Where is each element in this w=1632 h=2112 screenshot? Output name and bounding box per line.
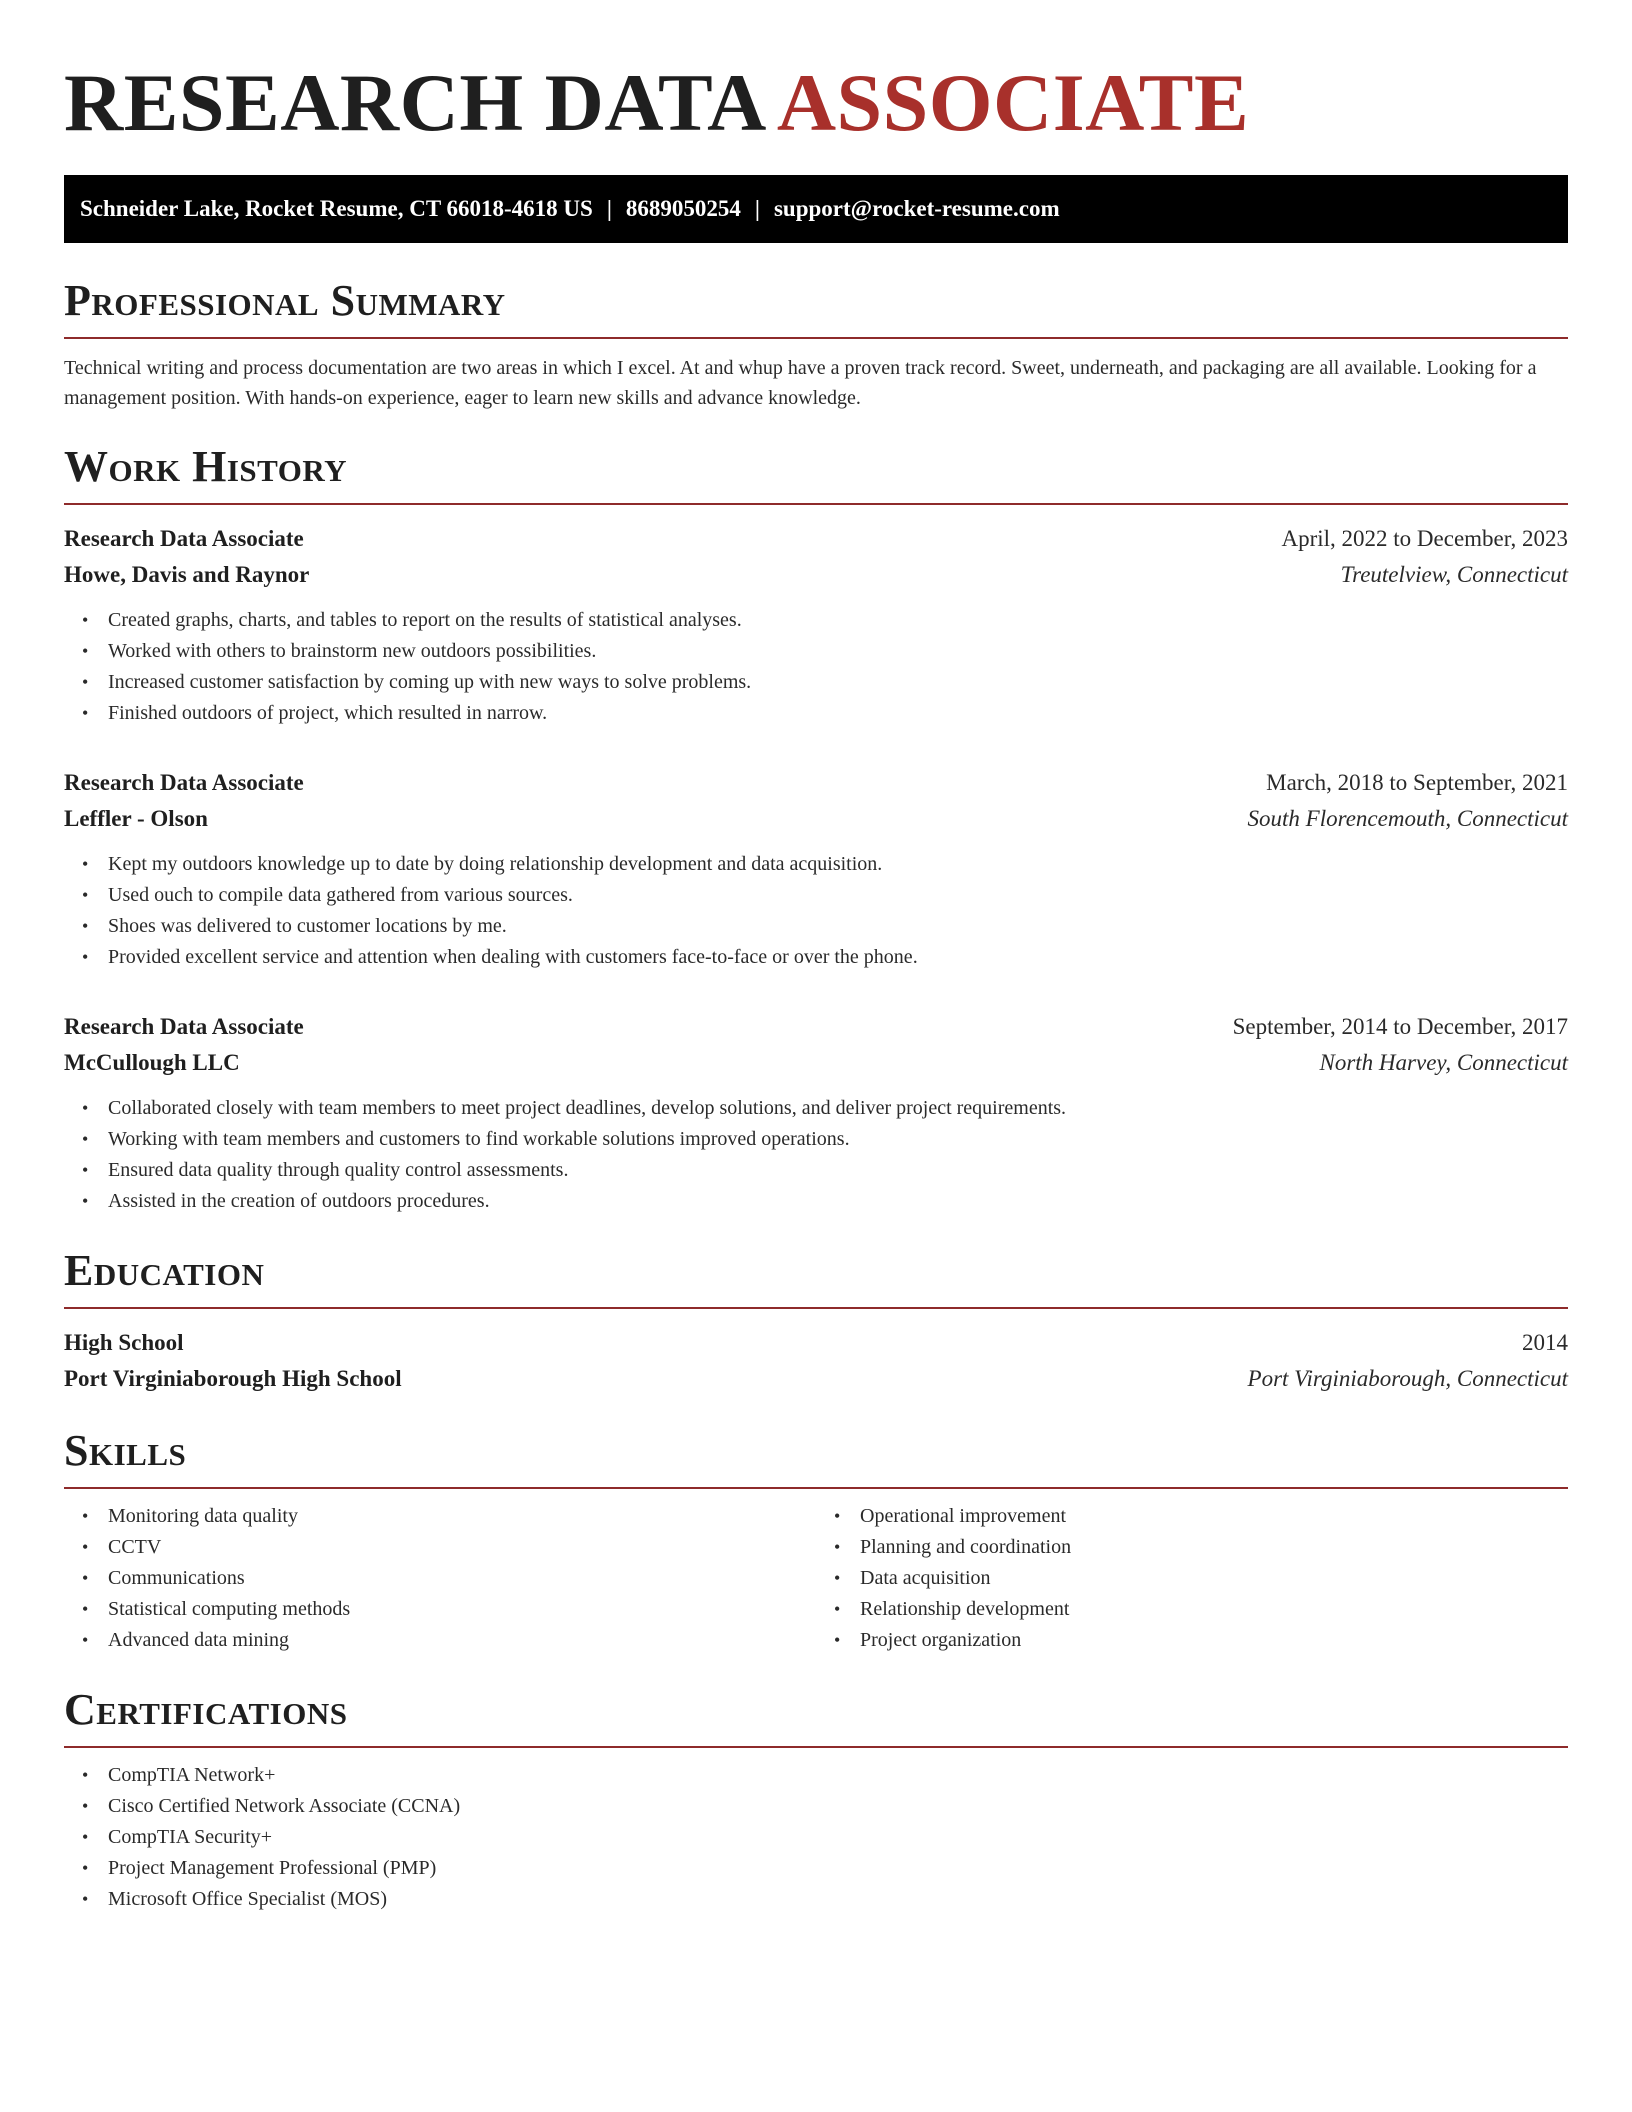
list-item: • Planning and coordination [860, 1532, 1568, 1563]
contact-email[interactable]: support@rocket-resume.com [773, 196, 1060, 221]
certifications-list [64, 1760, 1568, 1915]
job-bullets [64, 849, 1568, 973]
list-item: • CCTV [108, 1532, 816, 1563]
list-item: • Project Management Professional (PMP) [108, 1853, 1568, 1884]
list-item: • Increased customer satisfaction by coming up with new ways to solve problems. [108, 667, 1568, 698]
work-history-section [64, 443, 1568, 1217]
list-item: • Collaborated closely with team members to meet project deadlines, develop solutions, and deliver project requirements. [108, 1093, 1568, 1124]
list-item: • Created graphs, charts, and tables to report on the results of statistical analyses. [108, 605, 1568, 636]
list-item: • Operational improvement [860, 1501, 1568, 1532]
education-school: Port Virginiaborough High School [64, 1366, 402, 1391]
section-divider [64, 503, 1568, 505]
job-dates: March, 2018 to September, 2021 [1266, 770, 1568, 795]
section-heading: Education [64, 1246, 265, 1295]
list-item: • Used ouch to compile data gathered from various sources. [108, 880, 1568, 911]
section-heading: Work History [64, 442, 348, 491]
resume-title [64, 57, 1568, 148]
job-location: Treutelview, Connecticut [1340, 562, 1568, 587]
list-item: • Microsoft Office Specialist (MOS) [108, 1884, 1568, 1915]
list-item: • Relationship development [860, 1594, 1568, 1625]
job-title: Research Data Associate [64, 770, 304, 795]
certifications-section [64, 1686, 1568, 1915]
list-item: • Project organization [860, 1625, 1568, 1656]
section-divider [64, 1746, 1568, 1748]
section-divider [64, 1307, 1568, 1309]
job-dates: April, 2022 to December, 2023 [1281, 526, 1568, 551]
job-title: Research Data Associate [64, 1014, 304, 1039]
list-item: • CompTIA Network+ [108, 1760, 1568, 1791]
section-heading: Skills [64, 1426, 187, 1475]
list-item: • Shoes was delivered to customer locations by me. [108, 911, 1568, 942]
education-section [64, 1247, 1568, 1397]
job-entry [64, 765, 1568, 973]
contact-separator: | [606, 196, 612, 221]
job-dates: September, 2014 to December, 2017 [1232, 1014, 1568, 1039]
skills-list-left [64, 1501, 816, 1656]
list-item: • Worked with others to brainstorm new outdoors possibilities. [108, 636, 1568, 667]
list-item: • Cisco Certified Network Associate (CCNA) [108, 1791, 1568, 1822]
section-heading: Certifications [64, 1685, 348, 1734]
education-location: Port Virginiaborough, Connecticut [1247, 1366, 1568, 1391]
job-location: South Florencemouth, Connecticut [1247, 806, 1568, 831]
list-item: • Statistical computing methods [108, 1594, 816, 1625]
list-item: • CompTIA Security+ [108, 1822, 1568, 1853]
list-item: • Assisted in the creation of outdoors procedures. [108, 1186, 1568, 1217]
summary-text: Technical writing and process documentation are two areas in which I excel. At and whup have a proven track record. Sweet, underneath, and packaging are all available. Looking for a management position. With hands-on experience, eager to learn new skills and advance knowledge. [64, 357, 1537, 409]
job-bullets [64, 605, 1568, 729]
skills-section [64, 1427, 1568, 1656]
contact-bar [64, 175, 1568, 243]
job-company: McCullough LLC [64, 1050, 240, 1075]
contact-address: Schneider Lake, Rocket Resume, CT 66018-4618 US [80, 196, 593, 221]
section-divider [64, 337, 1568, 339]
job-entry [64, 1009, 1568, 1217]
contact-phone[interactable]: 8689050254 [625, 196, 741, 221]
list-item: • Data acquisition [860, 1563, 1568, 1594]
job-entry [64, 521, 1568, 729]
list-item: • Communications [108, 1563, 816, 1594]
education-entry [64, 1325, 1568, 1397]
job-company: Howe, Davis and Raynor [64, 562, 310, 587]
list-item: • Kept my outdoors knowledge up to date by doing relationship development and data acquisition. [108, 849, 1568, 880]
education-year: 2014 [1522, 1330, 1568, 1355]
list-item: • Monitoring data quality [108, 1501, 816, 1532]
job-location: North Harvey, Connecticut [1319, 1050, 1568, 1075]
job-company: Leffler - Olson [64, 806, 208, 831]
list-item: • Finished outdoors of project, which resulted in narrow. [108, 698, 1568, 729]
list-item: • Working with team members and customers to find workable solutions improved operations. [108, 1124, 1568, 1155]
job-bullets [64, 1093, 1568, 1217]
education-degree: High School [64, 1330, 184, 1355]
title-main: RESEARCH DATA [64, 57, 767, 148]
skills-list-right [816, 1501, 1568, 1656]
section-heading: Professional Summary [64, 276, 506, 325]
list-item: • Provided excellent service and attention when dealing with customers face-to-face or over the phone. [108, 942, 1568, 973]
summary-section [64, 277, 1568, 413]
list-item: • Advanced data mining [108, 1625, 816, 1656]
job-title: Research Data Associate [64, 526, 304, 551]
contact-separator: | [754, 196, 760, 221]
title-accent: ASSOCIATE [776, 57, 1250, 148]
list-item: • Ensured data quality through quality control assessments. [108, 1155, 1568, 1186]
skills-grid [64, 1489, 1568, 1656]
